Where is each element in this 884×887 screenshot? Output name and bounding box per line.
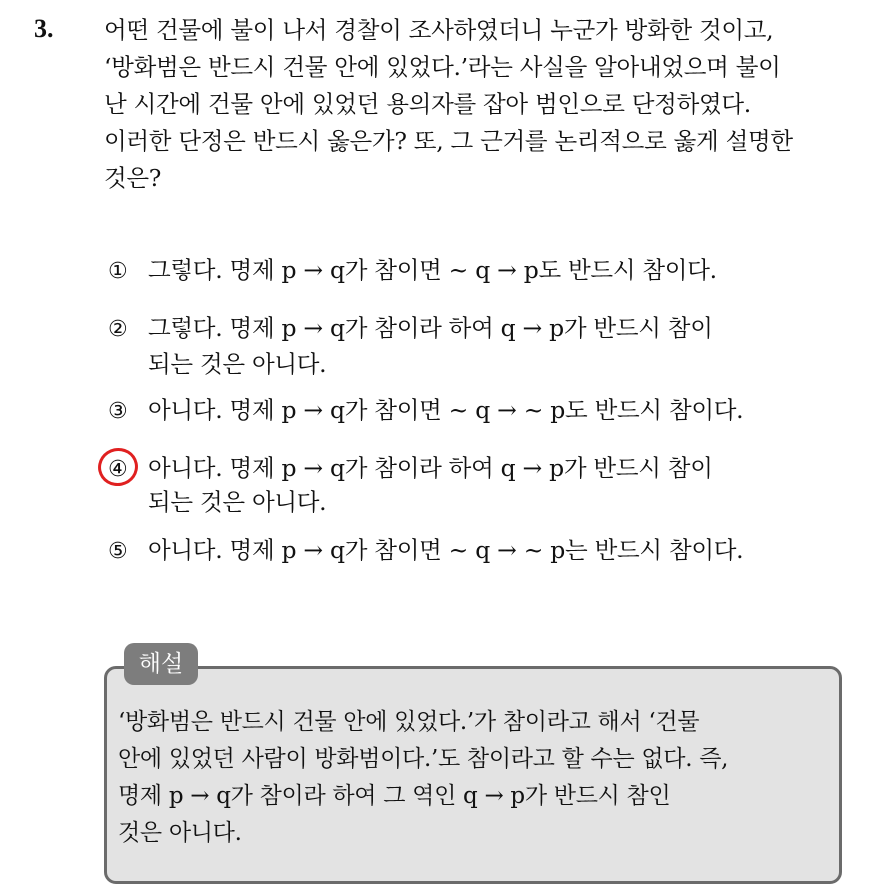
- question-line: ‘방화범은 반드시 건물 안에 있었다.’라는 사실을 알아내었으며 불이: [104, 53, 781, 81]
- choice-2[interactable]: [108, 310, 713, 348]
- explanation-line: 것은 아니다.: [118, 820, 242, 846]
- choice-text: 아니다. 명제 p → q가 참이라 하여 q → p가 반드시 참이: [148, 454, 713, 482]
- choice-number: ③: [108, 399, 128, 424]
- choice-number: ⑤: [108, 539, 128, 564]
- choice-number: ②: [108, 317, 128, 342]
- choice-text: 그렇다. 명제 p → q가 참이라 하여 q → p가 반드시 참이: [148, 314, 713, 342]
- explanation-line: 안에 있었던 사람이 방화범이다.’도 참이라고 할 수는 없다. 즉,: [118, 746, 729, 772]
- choice-number: ④: [108, 457, 128, 482]
- question-line: 것은?: [104, 164, 162, 192]
- problem-number: 3.: [34, 14, 54, 43]
- choice-2-continuation: 되는 것은 아니다.: [148, 350, 327, 378]
- choice-5[interactable]: [108, 532, 743, 570]
- choice-4[interactable]: [108, 450, 713, 488]
- explanation-text: [118, 704, 838, 852]
- explanation-line: 명제 p → q가 참이라 하여 그 역인 q → p가 반드시 참인: [118, 783, 671, 809]
- question-line: 난 시간에 건물 안에 있었던 용의자를 잡아 범인으로 단정하였다.: [104, 90, 751, 118]
- choice-1[interactable]: [108, 252, 717, 290]
- explanation-label: 해설: [124, 643, 198, 685]
- explanation-line: ‘방화범은 반드시 건물 안에 있었다.’가 참이라고 해서 ‘건물: [118, 709, 700, 735]
- question-line: 어떤 건물에 불이 나서 경찰이 조사하였더니 누군가 방화한 것이고,: [104, 16, 774, 44]
- choice-3[interactable]: [108, 392, 743, 430]
- choice-text: 그렇다. 명제 p → q가 참이면 ~ q → p도 반드시 참이다.: [148, 256, 717, 284]
- choice-number: ①: [108, 259, 128, 284]
- choice-4-continuation: 되는 것은 아니다.: [148, 488, 327, 516]
- choice-text: 아니다. 명제 p → q가 참이면 ~ q → ~ p는 반드시 참이다.: [148, 536, 744, 564]
- question-text: [104, 12, 874, 197]
- question-line: 이러한 단정은 반드시 옳은가? 또, 그 근거를 논리적으로 옳게 설명한: [104, 127, 793, 155]
- choice-text: 아니다. 명제 p → q가 참이면 ~ q → ~ p도 반드시 참이다.: [148, 396, 744, 424]
